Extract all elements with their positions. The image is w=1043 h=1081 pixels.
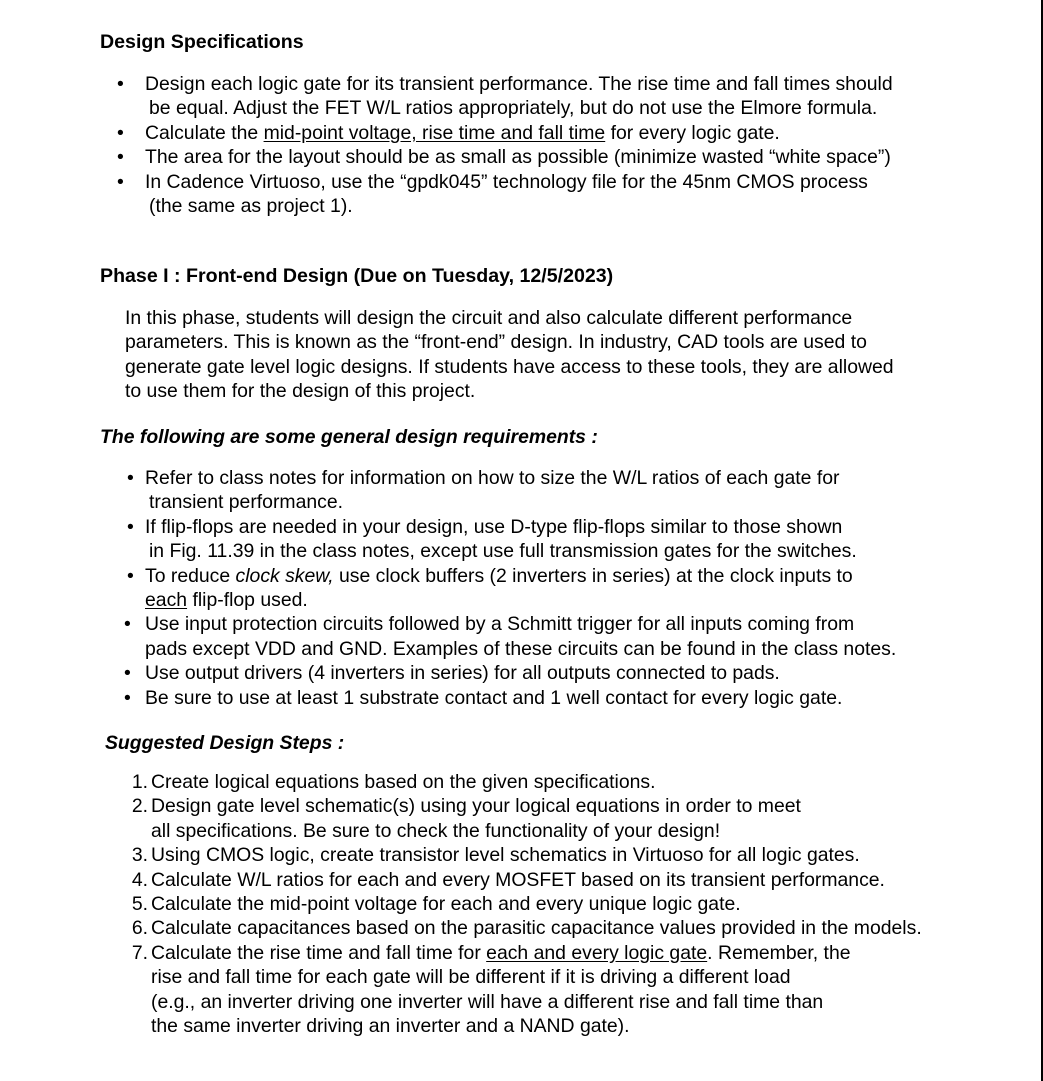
step-number: 1.	[131, 771, 148, 793]
general-requirements-heading: The following are some general design requirements :	[100, 426, 598, 448]
step-item	[130, 794, 990, 818]
step-item	[130, 916, 990, 940]
list-item	[124, 612, 1027, 636]
intro-line: to use them for the design of this project.	[125, 380, 476, 403]
bullet: •	[127, 564, 134, 587]
bullet: •	[124, 686, 131, 709]
step-text: Calculate W/L ratios for each and every MOSFET based on its transient performance.	[151, 868, 885, 891]
list-item	[117, 145, 1017, 169]
step-text: Create logical equations based on the given specifications.	[151, 771, 656, 793]
list-item	[117, 170, 1017, 194]
step-number: 2.	[131, 795, 148, 818]
list-item-text: pads except VDD and GND. Examples of these circuits can be found in the class notes.	[145, 637, 897, 660]
design-specifications-list	[117, 72, 1017, 218]
step-text: Design gate level schematic(s) using your logical equations in order to meet	[151, 795, 801, 818]
step-item	[130, 892, 990, 916]
list-item-text: If flip-flops are needed in your design, use D-type flip-flops similar to those shown	[145, 515, 843, 538]
step-item-continuation	[130, 819, 990, 843]
list-item-text: Calculate the mid-point voltage, rise time and fall time for every logic gate.	[145, 121, 780, 144]
underlined-text: mid-point voltage, rise time and fall time	[263, 121, 606, 144]
list-item-text: transient performance.	[149, 491, 344, 514]
general-requirements-list	[124, 466, 1027, 710]
bullet: •	[117, 73, 124, 95]
list-item	[127, 564, 1027, 588]
step-number: 7.	[131, 941, 148, 964]
list-item-text: be equal. Adjust the FET W/L ratios appropriately, but do not use the Elmore formula.	[149, 97, 878, 120]
step-number: 6.	[131, 917, 148, 940]
underlined-text: each and every logic gate	[486, 941, 708, 964]
list-item	[127, 466, 1027, 490]
step-item	[130, 770, 990, 794]
intro-line: generate gate level logic designs. If students have access to these tools, they are allowed	[125, 355, 894, 378]
list-item	[117, 121, 1017, 145]
list-item-continuation	[117, 96, 1017, 120]
bullet: •	[117, 121, 124, 144]
intro-line: parameters. This is known as the “front-end” design. In industry, CAD tools are used to	[125, 331, 867, 354]
step-text: Calculate the mid-point voltage for each and every unique logic gate.	[151, 892, 741, 915]
step-item	[130, 843, 990, 867]
phase-one-intro	[125, 306, 894, 404]
list-item	[124, 686, 1027, 710]
step-text: Calculate the rise time and fall time for each and every logic gate. Remember, the	[151, 941, 851, 964]
step-number: 4.	[131, 868, 148, 891]
list-item-continuation	[127, 637, 1027, 661]
bullet: •	[117, 146, 124, 169]
list-item-text: Use output drivers (4 inverters in series) for all outputs connected to pads.	[145, 662, 780, 685]
list-item	[124, 661, 1027, 685]
suggested-steps-heading: Suggested Design Steps :	[105, 732, 345, 754]
step-number: 5.	[131, 892, 148, 915]
list-item-text: in Fig. 11.39 in the class notes, except use full transmission gates for the switches.	[149, 540, 857, 563]
list-item-text: Refer to class notes for information on how to size the W/L ratios of each gate for	[145, 467, 840, 489]
bullet: •	[124, 662, 131, 685]
list-item-text: each flip-flop used.	[145, 588, 308, 611]
list-item-text: Design each logic gate for its transient performance. The rise time and fall times should	[145, 73, 893, 95]
list-item-continuation	[127, 490, 1027, 514]
step-item	[130, 941, 990, 965]
step-item-continuation	[130, 965, 990, 989]
list-item-text: To reduce clock skew, use clock buffers (2 inverters in series) at the clock inputs to	[145, 564, 853, 587]
bullet: •	[127, 467, 134, 489]
phase-one-heading: Phase I : Front-end Design (Due on Tuesday, 12/5/2023)	[100, 265, 614, 287]
step-text: Using CMOS logic, create transistor level schematics in Virtuoso for all logic gates.	[151, 844, 860, 867]
step-text: the same inverter driving an inverter and a NAND gate).	[151, 1014, 630, 1037]
list-item-text: (the same as project 1).	[149, 194, 353, 217]
list-item-continuation	[127, 539, 1027, 563]
list-item-continuation	[117, 194, 1017, 218]
list-item	[117, 72, 1017, 96]
list-item-text: Be sure to use at least 1 substrate contact and 1 well contact for every logic gate.	[145, 686, 843, 709]
italic-text: clock skew,	[235, 564, 334, 587]
intro-line: In this phase, students will design the circuit and also calculate different performance	[125, 307, 853, 329]
list-item-text: Use input protection circuits followed by a Schmitt trigger for all inputs coming from	[145, 613, 855, 636]
bullet: •	[124, 613, 131, 636]
step-text: Calculate capacitances based on the parasitic capacitance values provided in the models.	[151, 917, 922, 940]
bullet: •	[127, 515, 134, 538]
list-item	[127, 515, 1027, 539]
suggested-steps-list	[130, 770, 990, 1038]
step-text: all specifications. Be sure to check the functionality of your design!	[151, 819, 721, 842]
step-item-continuation	[130, 1014, 990, 1038]
list-item-text: The area for the layout should be as small as possible (minimize wasted “white space”)	[145, 146, 891, 169]
underlined-text: each	[145, 588, 188, 611]
design-specifications-heading: Design Specifications	[100, 31, 304, 53]
list-item-text: In Cadence Virtuoso, use the “gpdk045” technology file for the 45nm CMOS process	[145, 170, 868, 193]
step-text: (e.g., an inverter driving one inverter will have a different rise and fall time than	[151, 990, 824, 1013]
step-text: rise and fall time for each gate will be different if it is driving a different load	[151, 966, 791, 989]
step-item	[130, 868, 990, 892]
bullet: •	[117, 170, 124, 193]
step-item-continuation	[130, 990, 990, 1014]
list-item-continuation	[127, 588, 1027, 612]
step-number: 3.	[131, 844, 148, 867]
